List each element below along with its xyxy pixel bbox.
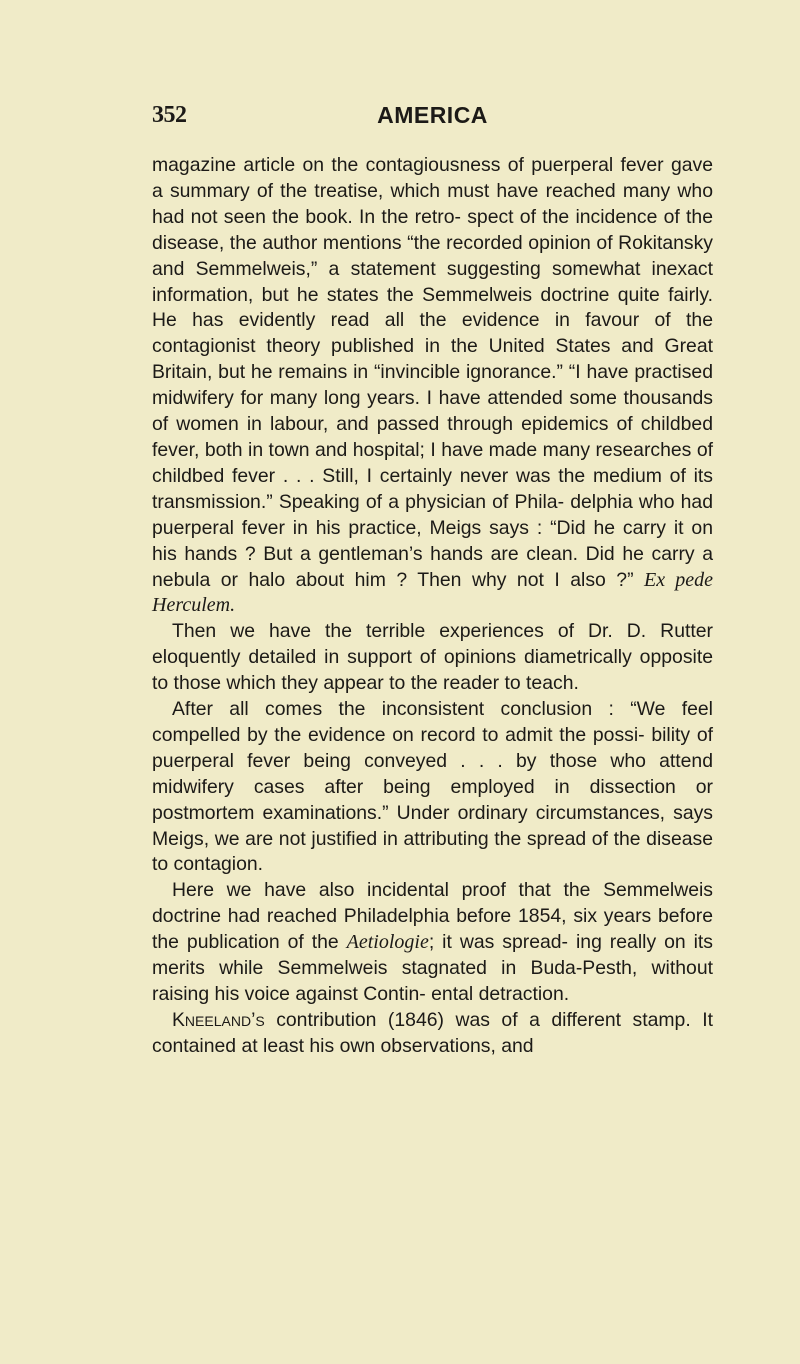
paragraph-4-text-before: Here we have also incidental proof that the Semmelweis doctrine had reached Philadelphia before 1854, six years before the publication of the (152, 879, 713, 954)
running-head: AMERICA (377, 102, 488, 128)
paragraph-5 (152, 1008, 713, 1060)
paragraph-4 (152, 878, 713, 1008)
paragraph-5-smallcaps-name: Kneeland’s (172, 1008, 265, 1031)
paragraph-1-text: magazine article on the contagiousness of puerperal fever gave a summary of the treatise, which must have reached many who had not seen the book. In the retro- spect of the incidence of the disease, the author mentions “the recorded opinion of Rokitansky and Semmelweis,” a statement suggesting somewhat inexact information, but he states the Semmelweis doctrine quite fairly. He has evidently read all the evidence in favour of the contagionist theory published in the United States and Great Britain, but he remains in “invincible ignorance.” “I have practised midwifery for many long years. I have attended some thousands of women in labour, and passed through epidemics of childbed fever, both in town and hospital; I have made many researches of childbed fever . . . Still, I certainly never was the medium of its transmission.” Speaking of a physician of Phila- delphia who had puerperal fever in his practice, Meigs says : “Did he carry it on his hands ? But a gentleman’s hands are clean. Did he carry a nebula or halo about him ? Then why not I also ?” (152, 154, 713, 591)
paragraph-2: Then we have the terrible experiences of Dr. D. Rutter eloquently detailed in support of opinions diametrically opposite to those which they appear to the reader to teach. (152, 620, 713, 695)
body-text (152, 153, 713, 1060)
paragraph-5-text-after: contribution (1846) was of a different stamp. It contained at least his own observations, and (152, 1008, 713, 1057)
paragraph-1-italic-phrase: Ex pede Herculem. (152, 568, 713, 617)
paragraph-4-italic-title: Aetiologie (346, 931, 429, 954)
page-number: 352 (152, 102, 187, 128)
paragraph-1 (152, 153, 713, 619)
paragraph-3: After all comes the inconsistent conclusion : “We feel compelled by the evidence on record to admit the possi- bility of puerperal fever being conveyed . . . by those who attend midwifery cases after being employed in dissection or postmortem examinations.” Under ordinary circumstances, says Meigs, we are not justified in attributing the spread of the disease to contagion. (152, 698, 713, 876)
paragraph-4-text-after: ; it was spread- ing really on its merits while Semmelweis stagnated in Buda-Pesth, without raising his voice against Contin- ental detraction. (152, 931, 714, 1005)
page-header (152, 102, 713, 136)
